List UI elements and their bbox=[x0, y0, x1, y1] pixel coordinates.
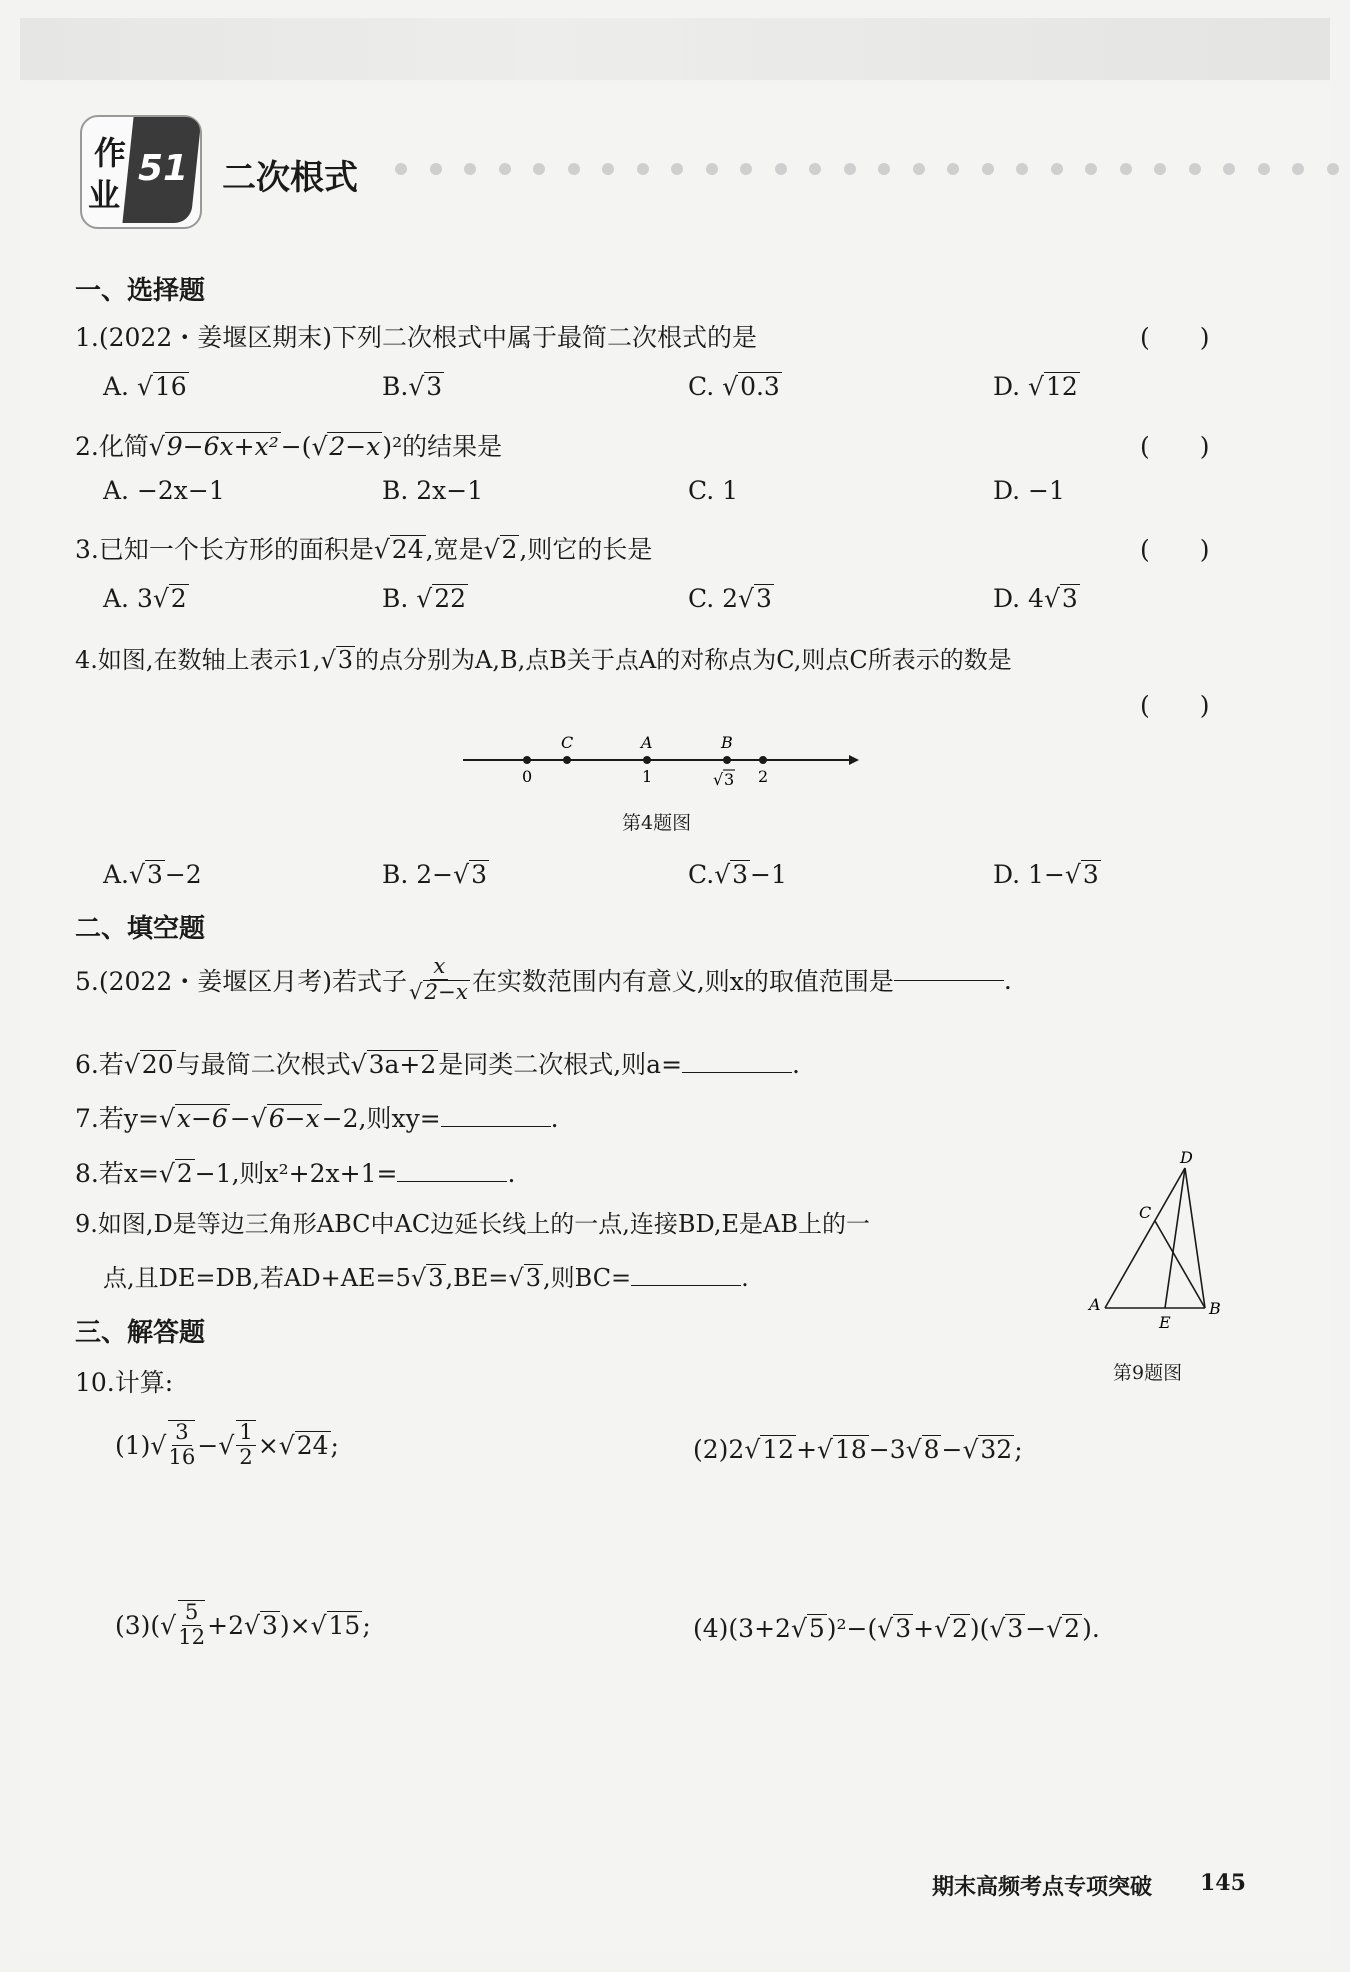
decorative-dot bbox=[740, 163, 752, 175]
point-c bbox=[563, 756, 571, 764]
label-b: B bbox=[721, 733, 733, 752]
q3-answer-paren: ( ) bbox=[1140, 535, 1210, 564]
decorative-dot bbox=[1327, 163, 1339, 175]
decorative-dot bbox=[947, 163, 959, 175]
decorative-dot bbox=[1154, 163, 1166, 175]
decorative-dot bbox=[1258, 163, 1270, 175]
q4-option-d: D. 1−√3 bbox=[993, 860, 1099, 889]
triangle-figure bbox=[1085, 1148, 1235, 1338]
badge-char-1: 作 bbox=[94, 134, 127, 172]
q1-option-c: C. √0.3 bbox=[688, 372, 780, 401]
decorative-dot bbox=[1016, 163, 1028, 175]
decorative-dot bbox=[1292, 163, 1304, 175]
q1-stem: 1.(2022・姜堰区期末)下列二次根式中属于最简二次根式的是 bbox=[75, 323, 757, 352]
q9-answer-blank[interactable] bbox=[631, 1284, 741, 1286]
tick-0: 0 bbox=[522, 767, 533, 786]
label-c: C bbox=[561, 733, 574, 752]
q10-part-4: (4)(3+2√5)²−(√3+√2)(√3−√2). bbox=[693, 1614, 1100, 1643]
segment-cb bbox=[1155, 1221, 1205, 1308]
decorative-dot bbox=[844, 163, 856, 175]
q3-option-b: B. √22 bbox=[382, 584, 467, 613]
point-a bbox=[643, 756, 651, 764]
q4-figure-caption: 第4题图 bbox=[622, 812, 692, 834]
decorative-dot bbox=[775, 163, 787, 175]
fig-label-d: D bbox=[1180, 1148, 1193, 1167]
q9-stem-line2: 点,且DE=DB,若AD+AE=5√3,BE=√3,则BC= . bbox=[103, 1264, 749, 1292]
q2-stem: 2.化简√9−6x+x²−(√2−x)²的结果是 bbox=[75, 432, 503, 461]
segment-de bbox=[1165, 1168, 1185, 1308]
q7-answer-blank[interactable] bbox=[441, 1125, 551, 1127]
q4-stem: 4.如图,在数轴上表示1,√3的点分别为A,B,点B关于点A的对称点为C,则点C所表示的数是 bbox=[75, 646, 1012, 674]
q6-stem: 6.若√20与最简二次根式√3a+2是同类二次根式,则a= . bbox=[75, 1050, 800, 1079]
decorative-dot bbox=[671, 163, 683, 175]
decorative-dot bbox=[430, 163, 442, 175]
segment-ad bbox=[1105, 1168, 1185, 1308]
q3-option-d: D. 4√3 bbox=[993, 584, 1078, 613]
q6-answer-blank[interactable] bbox=[682, 1071, 792, 1073]
decorative-dot bbox=[1085, 163, 1097, 175]
q2-option-c: C. 1 bbox=[688, 476, 739, 505]
q1-option-a: A. √16 bbox=[103, 372, 187, 401]
q10-part-1: (1) √ $\frac{3}{16}$ − √ $\frac{1}{2}$ × √ 24 ; bbox=[115, 1420, 339, 1471]
q3-stem: 3.已知一个长方形的面积是√24,宽是√2,则它的长是 bbox=[75, 535, 653, 564]
top-band bbox=[20, 18, 1330, 80]
q5-fraction: $\frac{x}{√2-x}$ bbox=[408, 954, 468, 1006]
fig-label-c: C bbox=[1139, 1203, 1152, 1222]
segment-db bbox=[1185, 1168, 1205, 1308]
q8-answer-blank[interactable] bbox=[397, 1180, 507, 1182]
q4-option-a: A.√3−2 bbox=[103, 860, 202, 889]
q9-figure-caption: 第9题图 bbox=[1113, 1362, 1183, 1384]
badge-number: 51 bbox=[138, 148, 189, 189]
q1-option-d: D. √12 bbox=[993, 372, 1078, 401]
section-solve-heading: 三、解答题 bbox=[75, 1318, 206, 1348]
q2-option-b: B. 2x−1 bbox=[382, 476, 484, 505]
q10-stem: 10.计算: bbox=[75, 1368, 174, 1397]
section-choice-heading: 一、选择题 bbox=[75, 276, 206, 306]
decorative-dot bbox=[982, 163, 994, 175]
decorative-dot bbox=[706, 163, 718, 175]
decorative-dot bbox=[602, 163, 614, 175]
page-number: 145 bbox=[1200, 1870, 1246, 1896]
number-line-figure bbox=[455, 730, 875, 800]
q4-answer-paren: ( ) bbox=[1140, 691, 1210, 720]
decorative-dot bbox=[1051, 163, 1063, 175]
page-title: 二次根式 bbox=[222, 158, 358, 198]
label-a: A bbox=[641, 733, 653, 752]
fig-label-e: E bbox=[1159, 1313, 1171, 1332]
q3-option-c: C. 2√3 bbox=[688, 584, 772, 613]
fig-label-a: A bbox=[1089, 1295, 1101, 1314]
badge-char-2: 业 bbox=[88, 176, 121, 214]
tick-1: 1 bbox=[642, 767, 653, 786]
decorative-dot bbox=[464, 163, 476, 175]
q10-part-2: (2)2√12+√18−3√8−√32; bbox=[693, 1435, 1023, 1464]
q2-option-d: D. −1 bbox=[993, 476, 1065, 505]
decorative-dot bbox=[499, 163, 511, 175]
q4-option-c: C.√3−1 bbox=[688, 860, 787, 889]
q1-answer-paren: ( ) bbox=[1140, 323, 1210, 352]
decorative-dot bbox=[533, 163, 545, 175]
axis-arrow-icon bbox=[849, 755, 859, 765]
decorative-dot bbox=[395, 163, 407, 175]
decorative-dot bbox=[568, 163, 580, 175]
footer-book-title: 期末高频考点专项突破 bbox=[932, 1875, 1153, 1900]
fig-label-b: B bbox=[1209, 1299, 1221, 1318]
tick-sqrt3-symbol: √ bbox=[713, 770, 724, 789]
q9-stem-line1: 9.如图,D是等边三角形ABC中AC边延长线上的一点,连接BD,E是AB上的一 bbox=[75, 1210, 871, 1238]
section-fill-heading: 二、填空题 bbox=[75, 914, 206, 944]
q7-stem: 7.若y=√x−6−√6−x−2,则xy= . bbox=[75, 1104, 559, 1133]
q2-option-a: A. −2x−1 bbox=[103, 476, 225, 505]
tick-2: 2 bbox=[758, 767, 769, 786]
decorative-dot bbox=[1189, 163, 1201, 175]
point-b bbox=[723, 756, 731, 764]
q8-stem: 8.若x=√2−1,则x²+2x+1= . bbox=[75, 1159, 516, 1188]
q3-option-a: A. 3√2 bbox=[103, 584, 187, 613]
decorative-dot bbox=[1223, 163, 1235, 175]
decorative-dot bbox=[637, 163, 649, 175]
decorative-dot bbox=[1120, 163, 1132, 175]
point-0 bbox=[523, 756, 531, 764]
q10-part-3: (3)( √ $\frac{5}{12}$ +2 √ 3 )× √ 15 ; bbox=[115, 1600, 371, 1651]
point-2 bbox=[759, 756, 767, 764]
q2-answer-paren: ( ) bbox=[1140, 432, 1210, 461]
page-sheet bbox=[20, 82, 1330, 1952]
q5-answer-blank[interactable] bbox=[894, 979, 1004, 981]
decorative-dot bbox=[878, 163, 890, 175]
q5-stem: 5.(2022・姜堰区月考)若式子 $\frac{x}{√2-x}$ 在实数范围内有意义,则x的取值范围是 . bbox=[75, 954, 1012, 1006]
q1-option-b: B.√3 bbox=[382, 372, 443, 401]
tick-sqrt3: 3 bbox=[724, 770, 735, 789]
decorative-dot bbox=[913, 163, 925, 175]
decorative-dot bbox=[809, 163, 821, 175]
q4-option-b: B. 2−√3 bbox=[382, 860, 487, 889]
